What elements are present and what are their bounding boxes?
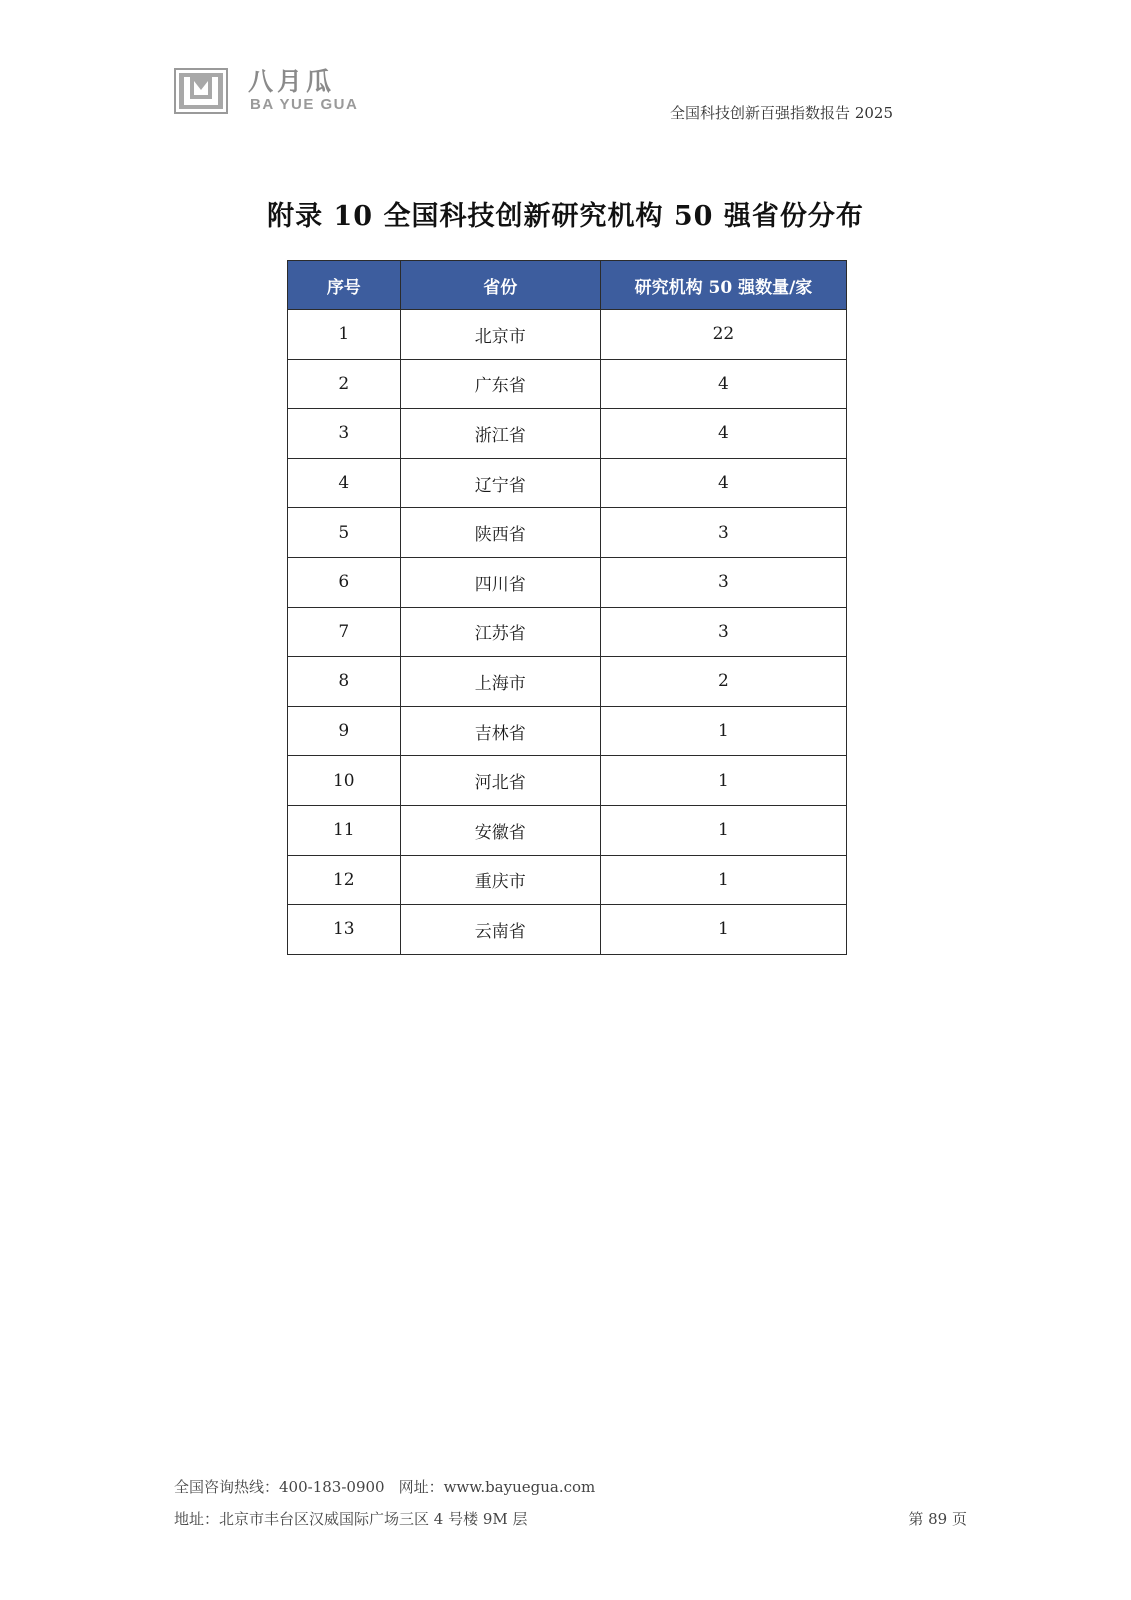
table-row (288, 458, 847, 508)
cell-no: 12 (288, 855, 401, 905)
cell-count: 4 (600, 409, 846, 459)
logo-english-text: BA YUE GUA (250, 96, 359, 113)
table-row (288, 557, 847, 607)
cell-count: 3 (600, 557, 846, 607)
footer-contact (174, 1476, 595, 1497)
cell-no: 8 (288, 657, 401, 707)
province-distribution-table (287, 260, 847, 955)
cell-province: 北京市 (400, 310, 600, 360)
cell-province: 广东省 (400, 359, 600, 409)
cell-no: 13 (288, 905, 401, 955)
cell-province: 安徽省 (400, 805, 600, 855)
cell-province: 江苏省 (400, 607, 600, 657)
column-header-province: 省份 (400, 261, 600, 310)
cell-count: 2 (600, 657, 846, 707)
cell-no: 5 (288, 508, 401, 558)
report-title: 全国科技创新百强指数报告 2025 (670, 104, 893, 122)
page-number: 第 89 页 (908, 1510, 967, 1528)
company-logo (174, 68, 374, 116)
table-row (288, 508, 847, 558)
cell-no: 9 (288, 706, 401, 756)
cell-no: 11 (288, 805, 401, 855)
cell-count: 1 (600, 805, 846, 855)
cell-no: 1 (288, 310, 401, 360)
table-row (288, 706, 847, 756)
table-row (288, 905, 847, 955)
cell-province: 云南省 (400, 905, 600, 955)
cell-count: 1 (600, 855, 846, 905)
column-header-no: 序号 (288, 261, 401, 310)
cell-count: 22 (600, 310, 846, 360)
logo-chinese-text: 八月瓜 (248, 67, 336, 96)
cell-no: 3 (288, 409, 401, 459)
footer-hotline: 全国咨询热线：400-183-0900 (174, 1478, 385, 1496)
table-row (288, 805, 847, 855)
cell-no: 10 (288, 756, 401, 806)
cell-count: 1 (600, 706, 846, 756)
cell-count: 1 (600, 905, 846, 955)
cell-no: 2 (288, 359, 401, 409)
table-row (288, 855, 847, 905)
table-header-row (288, 261, 847, 310)
footer-address: 地址：北京市丰台区汉威国际广场三区 4 号楼 9M 层 (174, 1510, 528, 1528)
cell-no: 7 (288, 607, 401, 657)
column-header-count: 研究机构 50 强数量/家 (600, 261, 846, 310)
table-row (288, 756, 847, 806)
cell-no: 6 (288, 557, 401, 607)
table-row (288, 310, 847, 360)
table-row (288, 657, 847, 707)
cell-province: 四川省 (400, 557, 600, 607)
cell-province: 陕西省 (400, 508, 600, 558)
cell-count: 4 (600, 458, 846, 508)
cell-province: 辽宁省 (400, 458, 600, 508)
table-row (288, 607, 847, 657)
cell-province: 吉林省 (400, 706, 600, 756)
cell-count: 4 (600, 359, 846, 409)
cell-count: 3 (600, 607, 846, 657)
cell-no: 4 (288, 458, 401, 508)
page-title: 附录 10 全国科技创新研究机构 50 强省份分布 (267, 201, 864, 232)
cell-count: 3 (600, 508, 846, 558)
footer-website-link[interactable]: 网址：www.bayuegua.com (398, 1478, 596, 1496)
table-row (288, 359, 847, 409)
cell-count: 1 (600, 756, 846, 806)
logo-mark-icon (174, 68, 228, 114)
cell-province: 河北省 (400, 756, 600, 806)
cell-province: 重庆市 (400, 855, 600, 905)
cell-province: 浙江省 (400, 409, 600, 459)
cell-province: 上海市 (400, 657, 600, 707)
table-row (288, 409, 847, 459)
